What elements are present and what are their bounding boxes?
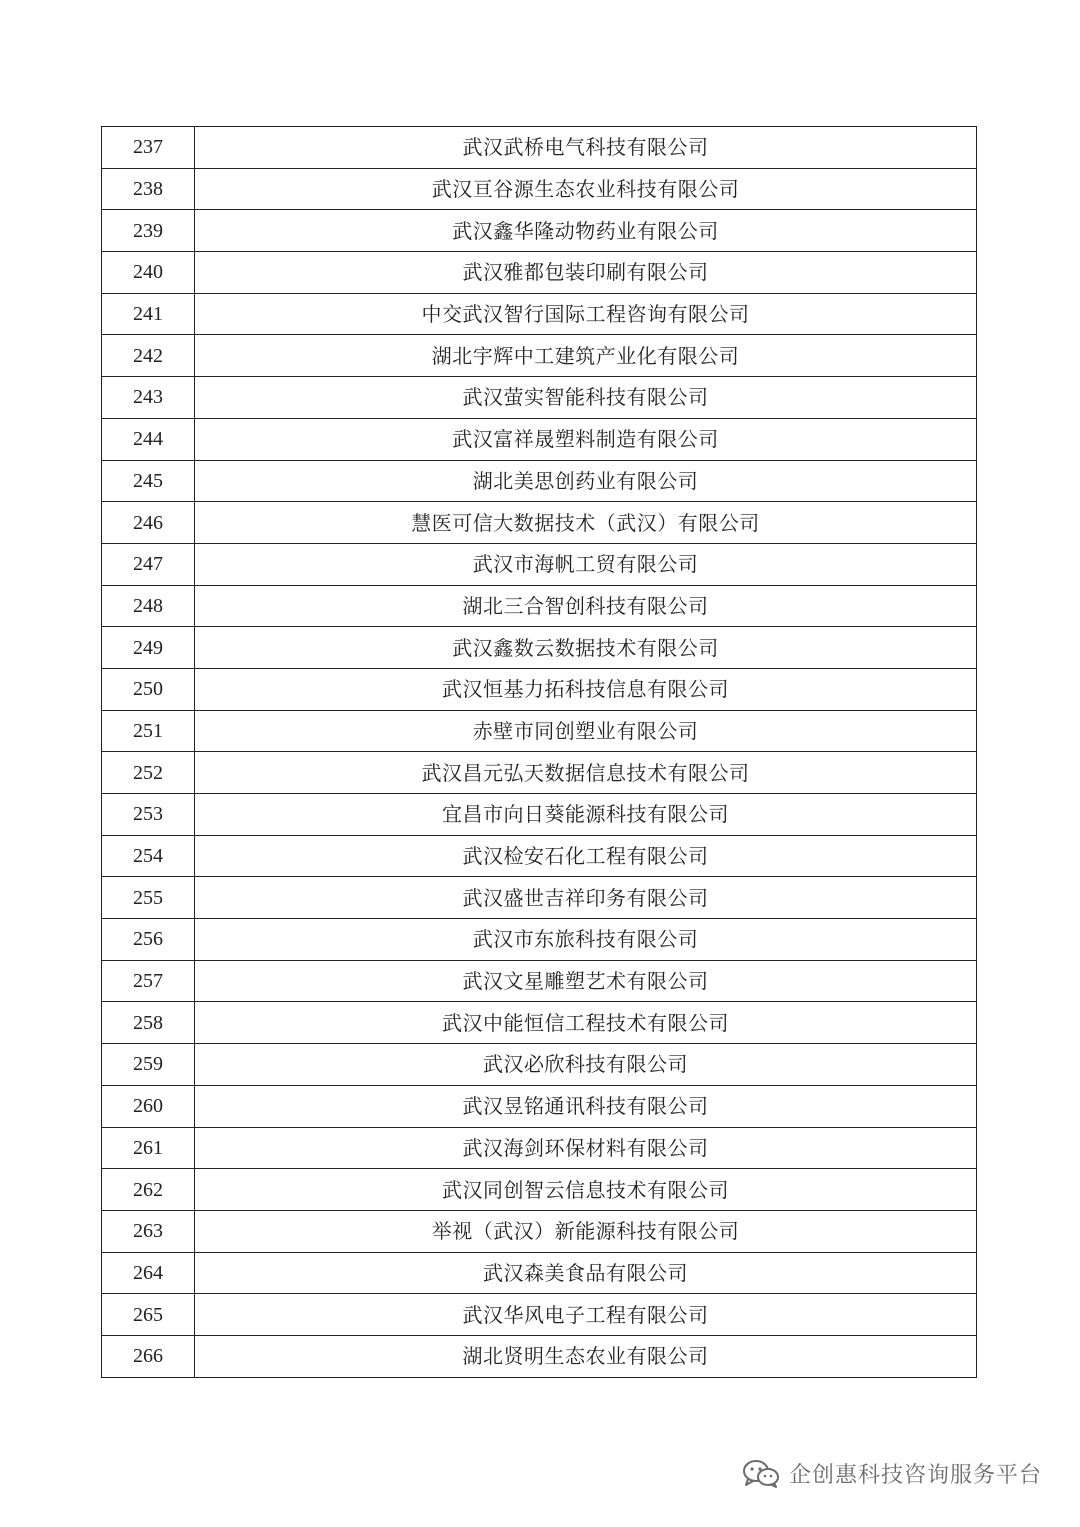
row-number: 252 <box>102 752 195 794</box>
row-number: 261 <box>102 1127 195 1169</box>
company-name: 湖北贤明生态农业有限公司 <box>195 1335 977 1377</box>
watermark <box>741 1456 1042 1490</box>
company-name: 宜昌市向日葵能源科技有限公司 <box>195 794 977 836</box>
company-name: 武汉文星雕塑艺术有限公司 <box>195 960 977 1002</box>
table-row <box>102 835 977 877</box>
table-row <box>102 1169 977 1211</box>
row-number: 266 <box>102 1335 195 1377</box>
table-row <box>102 335 977 377</box>
company-name: 武汉华风电子工程有限公司 <box>195 1294 977 1336</box>
row-number: 246 <box>102 502 195 544</box>
row-number: 254 <box>102 835 195 877</box>
table-row <box>102 752 977 794</box>
table-row <box>102 960 977 1002</box>
table-row <box>102 293 977 335</box>
row-number: 251 <box>102 710 195 752</box>
row-number: 245 <box>102 460 195 502</box>
table-row <box>102 710 977 752</box>
row-number: 250 <box>102 668 195 710</box>
company-name: 武汉市海帆工贸有限公司 <box>195 543 977 585</box>
table-row <box>102 627 977 669</box>
company-name: 武汉雅都包装印刷有限公司 <box>195 252 977 294</box>
wechat-icon <box>741 1458 781 1488</box>
company-name: 湖北宇辉中工建筑产业化有限公司 <box>195 335 977 377</box>
row-number: 253 <box>102 794 195 836</box>
company-name: 武汉恒基力拓科技信息有限公司 <box>195 668 977 710</box>
row-number: 237 <box>102 127 195 169</box>
company-name: 武汉海剑环保材料有限公司 <box>195 1127 977 1169</box>
table-row <box>102 1210 977 1252</box>
table-row <box>102 460 977 502</box>
table-row <box>102 1335 977 1377</box>
company-name: 武汉检安石化工程有限公司 <box>195 835 977 877</box>
table-row <box>102 210 977 252</box>
company-name: 武汉中能恒信工程技术有限公司 <box>195 1002 977 1044</box>
company-name: 中交武汉智行国际工程咨询有限公司 <box>195 293 977 335</box>
table-row <box>102 127 977 169</box>
row-number: 257 <box>102 960 195 1002</box>
table-row <box>102 418 977 460</box>
company-name: 武汉昱铭通讯科技有限公司 <box>195 1085 977 1127</box>
row-number: 240 <box>102 252 195 294</box>
company-name: 赤壁市同创塑业有限公司 <box>195 710 977 752</box>
row-number: 238 <box>102 168 195 210</box>
company-name: 武汉富祥晟塑料制造有限公司 <box>195 418 977 460</box>
table-row <box>102 1252 977 1294</box>
company-name: 武汉亘谷源生态农业科技有限公司 <box>195 168 977 210</box>
table-row <box>102 377 977 419</box>
row-number: 239 <box>102 210 195 252</box>
company-name: 武汉武桥电气科技有限公司 <box>195 127 977 169</box>
company-list-table-wrapper <box>101 126 977 1378</box>
table-row <box>102 1085 977 1127</box>
company-list-body <box>102 127 977 1378</box>
company-name: 武汉盛世吉祥印务有限公司 <box>195 877 977 919</box>
row-number: 258 <box>102 1002 195 1044</box>
row-number: 243 <box>102 377 195 419</box>
watermark-text: 企创惠科技咨询服务平台 <box>788 1462 1042 1488</box>
table-row <box>102 1044 977 1086</box>
row-number: 259 <box>102 1044 195 1086</box>
row-number: 242 <box>102 335 195 377</box>
company-list-table <box>101 126 977 1378</box>
table-row <box>102 1002 977 1044</box>
company-name: 湖北三合智创科技有限公司 <box>195 585 977 627</box>
row-number: 255 <box>102 877 195 919</box>
table-row <box>102 252 977 294</box>
table-row <box>102 919 977 961</box>
table-row <box>102 1127 977 1169</box>
table-row <box>102 1294 977 1336</box>
table-row <box>102 668 977 710</box>
row-number: 244 <box>102 418 195 460</box>
row-number: 249 <box>102 627 195 669</box>
table-row <box>102 877 977 919</box>
table-row <box>102 543 977 585</box>
company-name: 举视（武汉）新能源科技有限公司 <box>195 1210 977 1252</box>
table-row <box>102 585 977 627</box>
row-number: 248 <box>102 585 195 627</box>
company-name: 慧医可信大数据技术（武汉）有限公司 <box>195 502 977 544</box>
company-name: 武汉必欣科技有限公司 <box>195 1044 977 1086</box>
row-number: 256 <box>102 919 195 961</box>
company-name: 武汉昌元弘天数据信息技术有限公司 <box>195 752 977 794</box>
row-number: 241 <box>102 293 195 335</box>
company-name: 武汉森美食品有限公司 <box>195 1252 977 1294</box>
company-name: 武汉萤实智能科技有限公司 <box>195 377 977 419</box>
row-number: 264 <box>102 1252 195 1294</box>
company-name: 武汉鑫华隆动物药业有限公司 <box>195 210 977 252</box>
company-name: 武汉同创智云信息技术有限公司 <box>195 1169 977 1211</box>
company-name: 武汉鑫数云数据技术有限公司 <box>195 627 977 669</box>
table-row <box>102 794 977 836</box>
row-number: 260 <box>102 1085 195 1127</box>
company-name: 武汉市东旅科技有限公司 <box>195 919 977 961</box>
table-row <box>102 168 977 210</box>
row-number: 265 <box>102 1294 195 1336</box>
table-row <box>102 502 977 544</box>
company-name: 湖北美思创药业有限公司 <box>195 460 977 502</box>
row-number: 262 <box>102 1169 195 1211</box>
row-number: 247 <box>102 543 195 585</box>
row-number: 263 <box>102 1210 195 1252</box>
